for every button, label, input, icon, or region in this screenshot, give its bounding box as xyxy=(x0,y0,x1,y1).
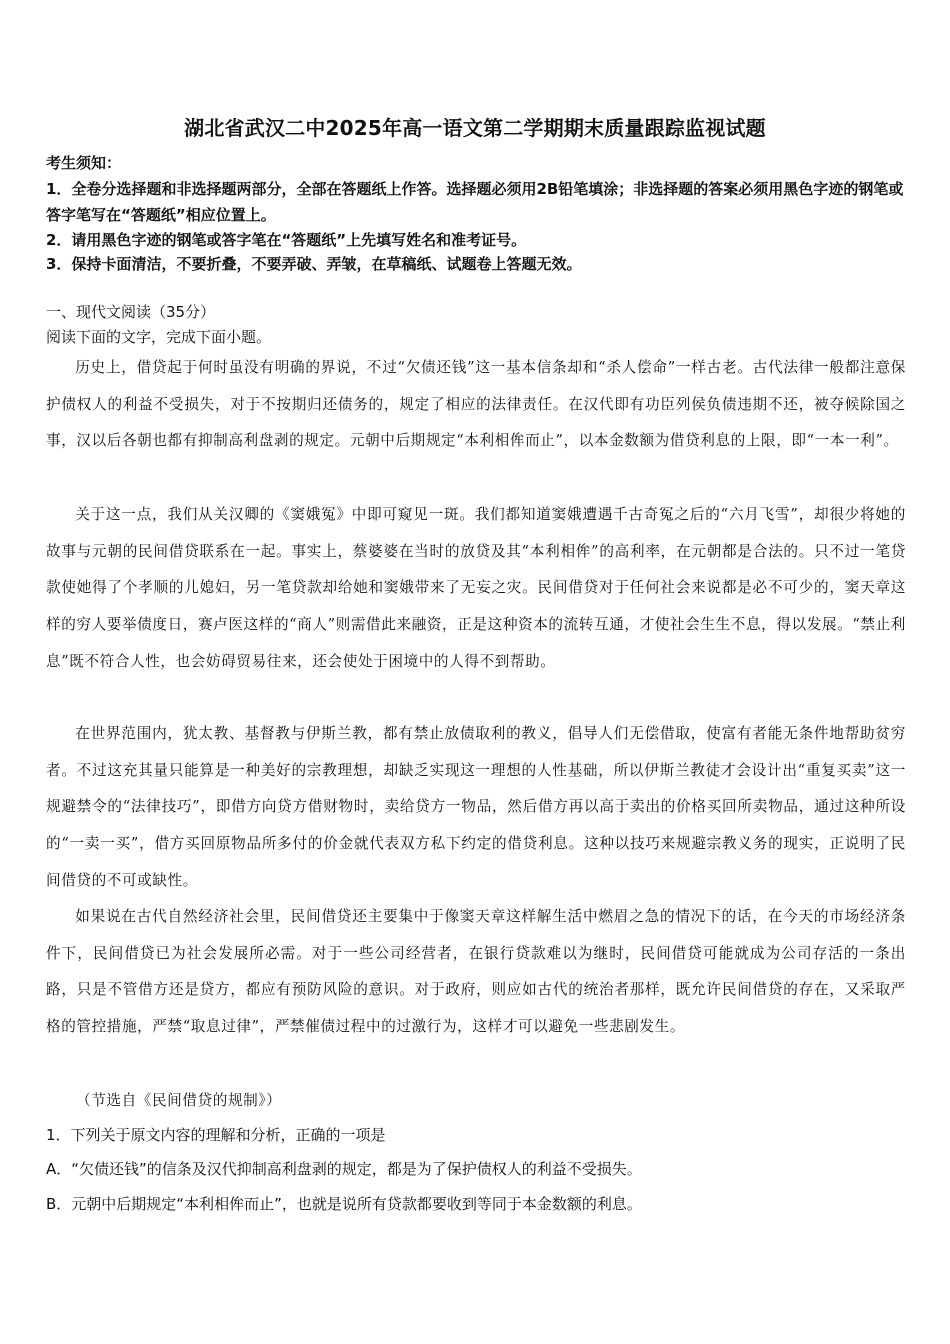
passage-paragraph-2: 关于这一点，我们从关汉卿的《窦娥冤》中即可窥见一斑。我们都知道窦娥遭遇千古奇冤之后的“六月飞雪”，却很少将她的故事与元朝的民间借贷联系在一起。事实上，蔡婆婆在当时的放贷及其“本利相侔”的高利率，在元朝都是合法的。只不过一笔贷款使她得了个孝顺的儿媳妇，另一笔贷款却给她和窦娥带来了无妄之灾。民间借贷对于任何社会来说都是必不可少的，窦天章这样的穷人要举债度日，赛卢医这样的“商人”则需借此来融资，正是这种资本的流转互通，才使社会生生不息，得以发展。“禁止利息”既不符合人性，也会妨碍贸易往来，还会使处于困境中的人得不到帮助。 xyxy=(46,506,906,670)
exam-title: 湖北省武汉二中2025年高一语文第二学期期末质量跟踪监视试题 xyxy=(184,116,766,140)
section-heading: 一、现代文阅读（35分） xyxy=(46,303,216,321)
notice-item-1: 1．全卷分选择题和非选择题两部分，全部在答题纸上作答。选择题必须用2B铅笔填涂；非选择题的答案必须用黑色字迹的钢笔或答字笔写在“答题纸”相应位置上。 xyxy=(46,180,904,224)
passage-paragraph-3: 在世界范围内，犹太教、基督教与伊斯兰教，都有禁止放债取利的教义，倡导人们无偿借取，使富有者能无条件地帮助贫穷者。不过这充其量只能算是一种美好的宗教理想，却缺乏实现这一理想的人性基础，所以伊斯兰教徒才会设计出“重复买卖”这一规避禁令的“法律技巧”，即借方向贷方借财物时，卖给贷方一物品，然后借方再以高于卖出的价格买回所卖物品，通过这种所设的“一卖一买”，借方买回原物品所多付的价金就代表双方私下约定的借贷利息。这种以技巧来规避宗教义务的现实，正说明了民间借贷的不可或缺性。 xyxy=(46,725,906,889)
passage-paragraph-4: 如果说在古代自然经济社会里，民间借贷还主要集中于像窦天章这样解生活中燃眉之急的情况下的话，在今天的市场经济条件下，民间借贷已为社会发展所必需。对于一些公司经营者，在银行贷款难以为继时，民间借贷可能就成为公司存活的一条出路，只是不管借方还是贷方，都应有预防风险的意识。对于政府，则应如古代的统治者那样，既允许民间借贷的存在，又采取严格的管控措施，严禁“取息过律”，严禁催债过程中的过激行为，这样才可以避免一些悲剧发生。 xyxy=(46,908,906,1036)
question-1-option-a: A．“欠债还钱”的信条及汉代抑制高利盘剥的规定，都是为了保护债权人的利益不受损失。 xyxy=(46,1160,642,1178)
passage-paragraph-1: 历史上，借贷起于何时虽没有明确的界说，不过“欠债还钱”这一基本信条却和“杀人偿命”一样古老。古代法律一般都注意保护债权人的利益不受损失，对于不按期归还债务的，规定了相应的法律责任。在汉代即有功臣列侯负债违期不还，被夺候除国之事，汉以后各朝也都有抑制高利盘剥的规定。元朝中后期规定“本利相侔而止”，以本金数额为借贷利息的上限，即“一本一利”。 xyxy=(46,359,906,450)
notice-item-2: 2．请用黑色字迹的钢笔或答字笔在“答题纸”上先填写姓名和准考证号。 xyxy=(46,231,527,249)
question-1-option-b: B．元朝中后期规定“本利相侔而止”，也就是说所有贷款都要收到等同于本金数额的利息。 xyxy=(46,1195,642,1213)
question-1-stem: 1．下列关于原文内容的理解和分析，正确的一项是 xyxy=(46,1126,386,1144)
notice-item-3: 3．保持卡面清洁，不要折叠，不要弄破、弄皱，在草稿纸、试题卷上答题无效。 xyxy=(46,255,582,273)
passage-source: （节选自《民间借贷的规制》） xyxy=(76,1092,282,1109)
section-instruction: 阅读下面的文字，完成下面小题。 xyxy=(46,328,272,346)
notice-heading: 考生须知： xyxy=(46,154,122,172)
